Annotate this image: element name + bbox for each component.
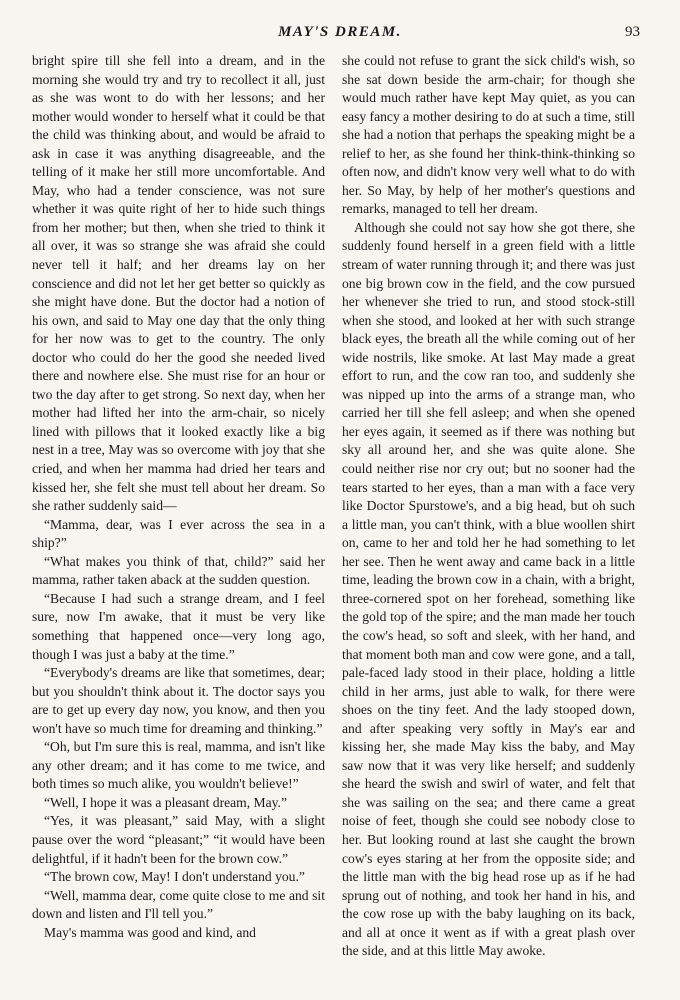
page-number: 93: [625, 24, 640, 40]
paragraph: “What makes you think of that, child?” said her mamma, rather taken aback at the sudden question.: [32, 553, 325, 588]
paragraph: “Well, mamma dear, come quite close to me and sit down and listen and I'll tell you.”: [32, 887, 325, 922]
paragraph: “Yes, it was pleasant,” said May, with a slight pause over the word “pleasant;” “it would have been delightful, if it hadn't been for the brown cow.”: [32, 813, 325, 866]
paragraph: “The brown cow, May! I don't understand you.”: [44, 869, 305, 885]
paragraph: bright spire till she fell into a dream, and in the morning she would try and try to recollect it all, just as she was wont to do with her lessons; and her mother would wonder to herself what it could be that the child was thinking about, and would be afraid to ask in case it was anything disagreeable, and the telling of it make her still more uncomfortable. And May, who had a tender conscience, was not sure whether it was quite right of her to hide such things from her mother; but then, when she tried to think it all over, it was so strange she was afraid she could never tell it half; and her dreams lay on her conscience and did not let her get better so quickly as she might have done. But the doctor had a notion of his own, and said to May one day that the only thing for her now was to get to the country. The only doctor who could do her the good she needed lived there and nowhere else. She must rise for an hour or two the day after to get strong. So next day, when her mother had lifted her into the arm-chair, so nicely lined with pillows that it looked exactly like a big nest in a tree, May was so overcome with joy that she cried, and when her mamma had dried her tears and kissed her, she felt she must tell about her dream. So she rather suddenly said—: [32, 53, 325, 514]
page-header: [40, 24, 640, 50]
left-column: [32, 52, 325, 942]
paragraph: “Oh, but I'm sure this is real, mamma, and isn't like any other dream; and it has come to me twice, and both times so much alike, you wouldn't believe!”: [32, 739, 325, 792]
paragraph: “Everybody's dreams are like that sometimes, dear; but you shouldn't think about it. The doctor says you are to get up every day now, you know, and then you won't have so much time for dreaming and thinking.”: [32, 665, 325, 736]
paragraph: May's mamma was good and kind, and: [44, 924, 256, 940]
paragraph: “Mamma, dear, was I ever across the sea in a ship?”: [32, 516, 325, 551]
paragraph: “Because I had such a strange dream, and I feel sure, now I'm awake, that it must be very like something that happened once—very long ago, though I was just a baby at the time.”: [32, 590, 325, 662]
right-column: [342, 52, 635, 961]
paragraph: “Well, I hope it was a pleasant dream, May.”: [44, 794, 287, 810]
paragraph: she could not refuse to grant the sick child's wish, so she sat down beside the arm-chair; for though she would much rather have kept May quiet, as you can easy fancy a mother desiring to do at such a time, still she had a notion that perhaps the speaking might be a relief to her, as she found her think-think-thinking so often now, and didn't know very well what to do with her. So May, by help of her mother's questions and remarks, managed to tell her dream.: [342, 53, 635, 217]
paragraph: Although she could not say how she got there, she suddenly found herself in a green field with a little stream of water running through it; and there was just one big brown cow in the field, and the cow pursued her whenever she tried to run, and stood stock-still when she stood, and looked at her with such strange black eyes, the breath all the while coming out of her wide nostrils, like smoke. At last May made a great effort to run, and the cow ran too, and suddenly she was nipped up into the arms of a strange man, who carried her till she fell asleep; and when she opened her eyes again, it seemed as if there was nothing but sky all around her, and she was quite alone. She could neither rise nor cry out; but no sooner had the tears started to her eyes, than a man with a face very like Doctor Spurstowe's, and a big head, but oh such a little man, you can't think, with a blue woollen shirt on, came to her and told her he had something to let her see. Then he went away and came back in a little time, leading the brown cow in a chain, with a bright, three-cornered spot on her forehead, something like the gold top of the spire; and the man made her touch the cow's head, so soft and sleek, with her hand, and that moment both man and cow were gone, and a tall, pale-faced lady stood in their place, holding a little child in her arms, just able to walk, for there were shoes on the tiny feet. And the lady stooped down, and after speaking very softly in May's ear and kissing her, she made May kiss the baby, and May saw now that it was very like herself; and suddenly she heard the swish and swirl of water, and felt that she was sailing on the sea; and there came a great noise of feet, though she could see nobody close to her. But looking round at last she caught the brown cow's eyes staring at her from the opposite side; and the little man with the big head rose up as if he had sprung out of nothing, and took her hand in his, and the cow rose up with the baby laughing on its back, and all at once it went as if with a great plash over the side, and at this little May awoke.: [342, 219, 635, 959]
running-title: MAY'S DREAM.: [278, 24, 402, 40]
